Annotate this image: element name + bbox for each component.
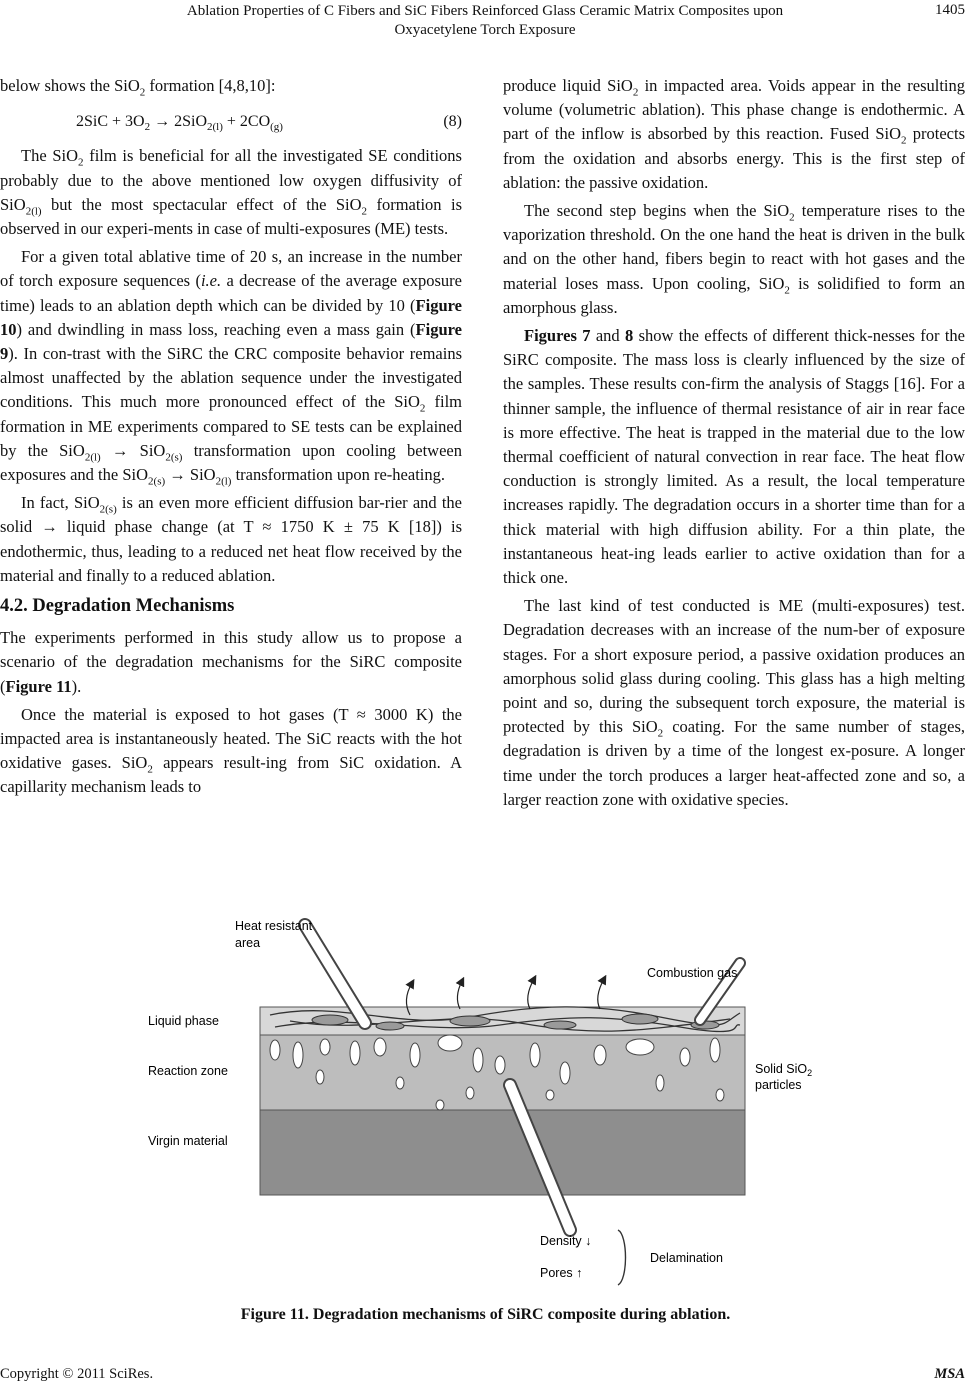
paragraph-scenario: The experiments performed in this study allow us to propose a scenario of the degradation mechanisms for the SiRC composite (Figure 11). [0,628,462,696]
section-heading: 4.2. Degradation Mechanisms [0,596,235,617]
paragraph-exposure: For a given total ablative time of 20 s, an increase in the number of torch exposure sequences (i.e. a decrease of the average exposure time) leads to an ablation depth which can be divided by 10 (Figure 10) and dwindling in mass loss, reaching even a mass gain (Figure 9). In con-trast with the SiRC the CRC composite behavior remains almost unaffected by the ablation sequence under the investigated conditions. This much more pronounced effect of the SiO$_2$ film formation in ME experiments compared to SE tests can be explained by the SiO$_{2(l)}$ → SiO$_{2(s)}$ transformation upon cooling between exposures and the SiO$_{2(s)}$ → SiO$_{2(l)}$ transformation upon re-heating. [0,247,463,488]
figure-9-ref[interactable]: Figure 9 [0,319,462,364]
label-heat-resistant-1: Heat resistant [235,919,313,933]
paragraph-intro: below shows the SiO$_2$ formation [4,8,10]: [0,76,276,99]
running-header [0,0,971,40]
paragraph-thickness: Figures 7 and 8 show the effects of different thick-nesses for the SiRC composite. The mass loss is clearly influenced by the size of the samples. These results con-firm the analysis of Staggs [16]. For a thinner sample, the influence of thermal resistance of air in rear face is more effective. The heat is trapped in the material due to the low thermal coefficient of natural convection in rear face. The heat flow conduction is strongly limited. As a result, the local temperature increases rapidly. The degradation occurs in a shorter time than for a thick material with high diffusion ability. For a thin plate, the instantaneous heat-ing leads earlier to active oxidation than for a thick one. [503,326,965,588]
left-column [0,74,462,804]
figure-11-ref[interactable]: Figure 11 [5,676,72,696]
figure-8-ref[interactable]: 8 [625,326,634,346]
paragraph-multi-exposure: The last kind of test conducted is ME (multi-exposures) test. Degradation decreases with an increase of the num-ber of exposure stages. For a short exposure period, a passive oxidation produces an amorphous solid glass during cooling. This glass has a high melting point and so, during the subsequent torch exposure, the material is protected by this SiO$_2$ coating. For the same number of stages, degradation is driven by a time of the longest ex-posure. A longer time under the torch produces a larger heat-affected zone and so, a larger reaction zone with oxidative species. [503,596,965,809]
label-reaction-zone: Reaction zone [148,1064,228,1078]
figure-7-ref[interactable]: Figures 7 [524,326,591,346]
label-heat-resistant-2: area [235,936,261,950]
delamination-brace [618,1230,626,1285]
paragraph-hot-gases: Once the material is exposed to hot gases (T ≈ 3000 K) the impacted area is instantaneously heated. The SiC reacts with the hot oxidative gases. SiO$_2$ appears result-ing from SiC oxidation. A capillarity mechanism leads to [0,704,462,797]
paragraph-second-step: The second step begins when the SiO$_2$ temperature rises to the vaporization threshold. On the one hand the heat is driven in the bulk and on the other hand, fibers begin to react with hot gases and the material loses mass. Upon cooling, SiO$_2$ is solidified to form an amorphous glass. [503,201,966,317]
label-pores: Pores ↑ [540,1266,583,1280]
label-density: Density ↓ [540,1234,592,1248]
figure-caption: Figure 11. Degradation mechanisms of SiRC composite during ablation. [240,1306,731,1323]
label-solid-sio2-2: particles [755,1078,802,1092]
right-column [503,74,965,816]
copyright: Copyright © 2011 SciRes. [0,1366,154,1382]
running-title-line2: Oxyacetylene Torch Exposure [394,22,576,38]
journal-name: MSA [934,1366,965,1382]
label-combustion-gas: Combustion gas [647,966,738,980]
virgin-material-layer [260,1110,745,1195]
paragraph-liquid-sio2: produce liquid SiO$_2$ in impacted area. Voids appear in the resulting volume (volumetric ablation). This phase change is endothermic. A part of the inflow is absorbed by this reaction. Fused SiO$_2$ protects from the oxidation and absorbs energy. This is the first step of ablation: the passive oxidation. [503,76,965,192]
figure-10-ref[interactable]: Figure 10 [0,295,462,339]
paragraph-sio2-film: The SiO$_2$ film is beneficial for all the investigated SE conditions probably due to the above mentioned low oxygen diffusivity of SiO$_{2(l)}$ but the most spectacular effect of the SiO$_2$ formation is observed in our experi-ments in case of multi-exposures (ME) tests. [0,146,462,239]
label-delamination: Delamination [650,1251,723,1265]
equation-body: $2SiC + 3O_2 \to 2SiO_{2(l)} + 2CO_{(g)}$ [76,113,283,134]
label-solid-sio2-1: Solid SiO$_2$ [755,1062,813,1078]
page-number: 1405 [935,2,965,18]
figure-11-diagram [140,905,840,1300]
paragraph-diffusion-barrier: In fact, SiO$_{2(s)}$ is an even more efficient diffusion bar-rier and the solid → liquid phase change (at T ≈ 1750 K ± 75 K [18]) is endothermic, thus, leading to a reduced net heat flow received by the material and finally to a reduced ablation. [0,493,462,585]
equation-number: (8) [443,113,462,131]
label-virgin-material: Virgin material [148,1134,228,1148]
running-title-line1: Ablation Properties of C Fibers and SiC Fibers Reinforced Glass Ceramic Matrix Composites upon [186,3,784,19]
running-title [90,2,880,40]
equation-8 [0,102,462,144]
label-liquid-phase: Liquid phase [148,1014,219,1028]
